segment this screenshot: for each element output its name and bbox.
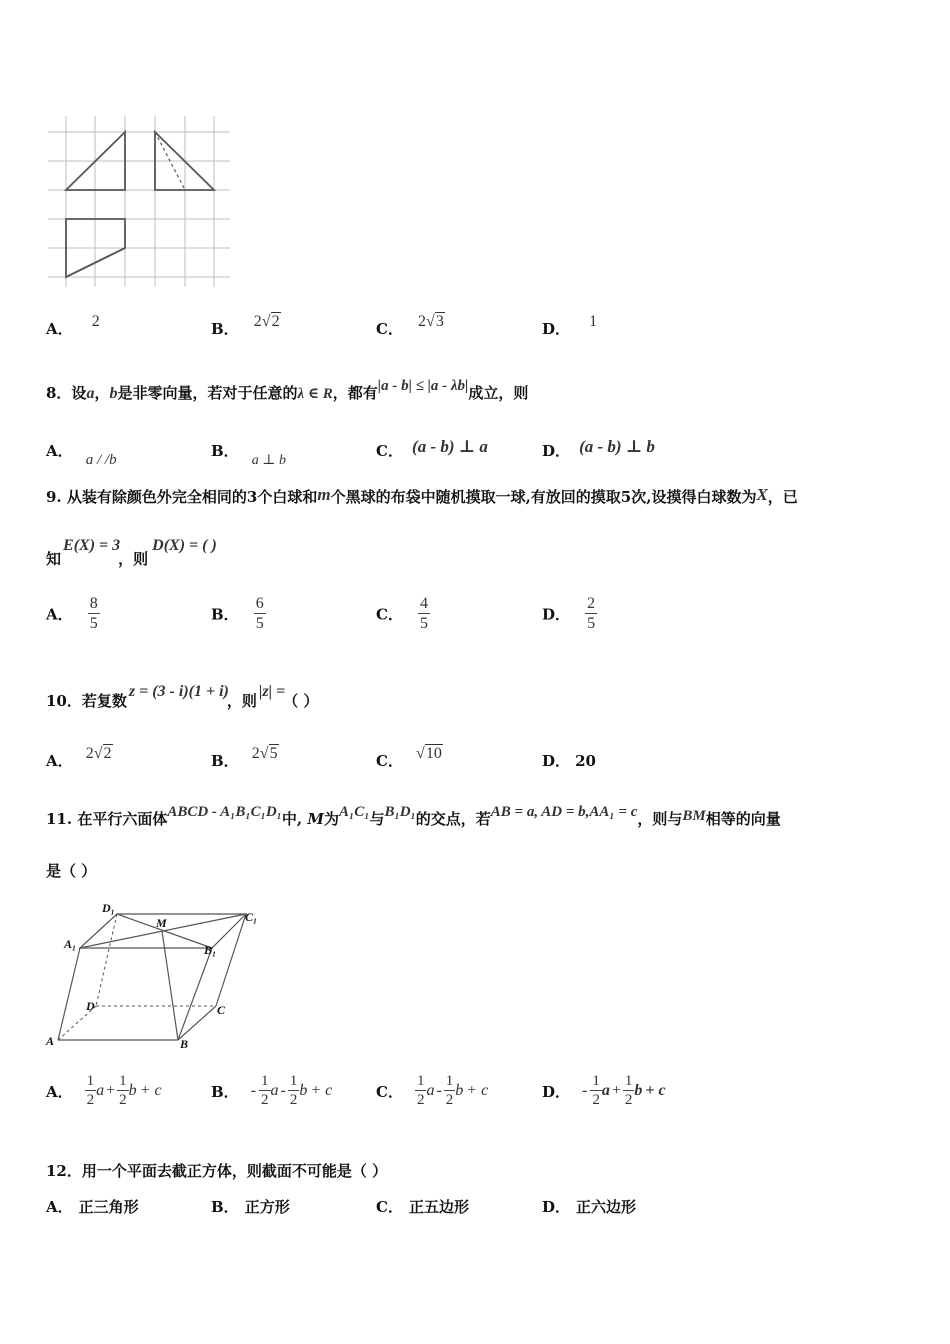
option-label: B． — [211, 605, 239, 624]
q12-stem: 12．用一个平面去截正方体，则截面不可能是（ ） — [46, 1162, 388, 1180]
q8-stem: 8．设a，b是非零向量，若对于任意的λ ∈ R，都有|a - b| ≤ |a - λb|成立，则 — [46, 378, 529, 402]
q10-option-c[interactable]: C． √10 — [376, 745, 442, 770]
option-text: 正五边形 — [408, 1198, 469, 1216]
option-label: C． — [376, 320, 403, 338]
label-A: A — [46, 1034, 55, 1048]
q10-option-d[interactable] — [542, 750, 596, 771]
q9-option-b[interactable]: B． $\frac{6}{5}$ — [211, 595, 264, 632]
q12-option-b[interactable] — [211, 1196, 290, 1217]
option-label: A． — [46, 442, 73, 460]
option-label: A． — [46, 752, 73, 770]
option-label: C． — [376, 1082, 403, 1101]
q11-option-c[interactable]: C． $\frac{1}{2}$ a - $\frac{1}{2}$ b + c — [376, 1073, 489, 1108]
q10-stem: 10．若复数z = (3 - i)(1 + i)，则|z| =（ ） — [46, 683, 319, 710]
option-label: A． — [46, 320, 73, 338]
q8-option-d[interactable] — [542, 437, 655, 461]
option-text: 正六边形 — [576, 1198, 637, 1216]
q7-option-d[interactable] — [542, 313, 598, 339]
label-B1: B₁ — [204, 943, 217, 957]
q10-option-b[interactable]: B． 2√5 — [211, 745, 278, 770]
q8-option-b[interactable] — [211, 440, 286, 468]
option-label: B． — [211, 1198, 239, 1216]
option-label: C． — [376, 752, 403, 770]
option-text: 正方形 — [244, 1198, 290, 1216]
option-label: D． — [542, 442, 571, 460]
option-label: D． — [542, 1198, 571, 1216]
q9-stem-line1: 9. 从装有除颜色外完全相同的3个白球和m个黑球的布袋中随机摸取一球,有放回的摸取5次,设摸得白球数为X，已 — [46, 485, 798, 506]
option-label: A． — [46, 1082, 73, 1101]
q9-option-a[interactable]: A． $\frac{8}{5}$ — [46, 595, 98, 632]
option-value: 2 — [91, 313, 100, 330]
q9-stem-line2: 知E(X) = 3，则D(X) = ( ) — [46, 537, 217, 568]
q9-option-d[interactable]: D． $\frac{2}{5}$ — [542, 595, 596, 632]
q11-stem-line2: 是（ ） — [46, 862, 97, 880]
option-radicand: 3 — [435, 313, 444, 330]
q7-option-a[interactable] — [46, 313, 100, 339]
q9-option-c[interactable]: C． $\frac{4}{5}$ — [376, 595, 429, 632]
option-label: A． — [46, 1198, 73, 1216]
label-C: C — [217, 1003, 226, 1017]
option-expr: a ⊥ b — [251, 453, 286, 468]
option-expr: (a - b) ⊥ a — [412, 437, 488, 456]
option-label: C． — [376, 442, 403, 460]
label-M: M — [156, 916, 167, 930]
option-label: C． — [376, 1198, 403, 1216]
q11-stem-line1: 11. 在平行六面体ABCD - A₁B₁C₁D₁中, M为A₁C₁与B₁D₁的交点，若AB = a, AD = b,AA₁ = c，则与BM相等的向量 — [46, 804, 781, 828]
option-value: 1 — [589, 313, 598, 330]
option-label: D． — [542, 1082, 571, 1101]
option-label: D． — [542, 605, 571, 624]
label-C1: C₁ — [245, 910, 258, 924]
q11-option-a[interactable]: A． $\frac{1}{2}$ a + $\frac{1}{2}$ b + c — [46, 1073, 162, 1108]
option-label: B． — [211, 1082, 239, 1101]
option-value: 20 — [575, 752, 596, 770]
label-A1: A₁ — [64, 937, 77, 951]
option-coef: 2 — [253, 313, 262, 330]
option-label: D． — [542, 320, 571, 338]
option-label: A． — [46, 605, 73, 624]
option-label: D． — [542, 752, 571, 770]
label-B: B — [180, 1037, 189, 1051]
option-text: 正三角形 — [78, 1198, 139, 1216]
q12-option-a[interactable] — [46, 1196, 139, 1217]
option-label: B． — [211, 752, 239, 770]
parallelepiped-figure — [44, 900, 269, 1052]
q8-option-c[interactable] — [376, 437, 488, 461]
option-radicand: 2 — [271, 313, 280, 330]
q7-option-b[interactable]: B． 2√2 — [211, 313, 280, 338]
label-D: D — [86, 999, 95, 1013]
option-expr: a / /b — [85, 452, 117, 468]
option-coef: 2 — [418, 313, 427, 330]
option-label: B． — [211, 320, 239, 338]
option-expr: (a - b) ⊥ b — [579, 437, 655, 456]
label-D1: D₁ — [102, 901, 115, 915]
q11-option-d[interactable]: D． - $\frac{1}{2}$ a + $\frac{1}{2}$ b + c — [542, 1073, 666, 1108]
q7-option-c[interactable]: C． 2√3 — [376, 313, 444, 338]
option-label: B． — [211, 442, 239, 460]
option-label: C． — [376, 605, 403, 624]
q10-option-a[interactable]: A． 2√2 — [46, 745, 112, 770]
q12-option-c[interactable] — [376, 1196, 469, 1217]
three-view-figure — [48, 112, 233, 290]
q8-option-a[interactable] — [46, 440, 117, 468]
q12-option-d[interactable] — [542, 1196, 636, 1217]
q11-option-b[interactable]: B． - $\frac{1}{2}$ a - $\frac{1}{2}$ b + c — [211, 1073, 333, 1108]
